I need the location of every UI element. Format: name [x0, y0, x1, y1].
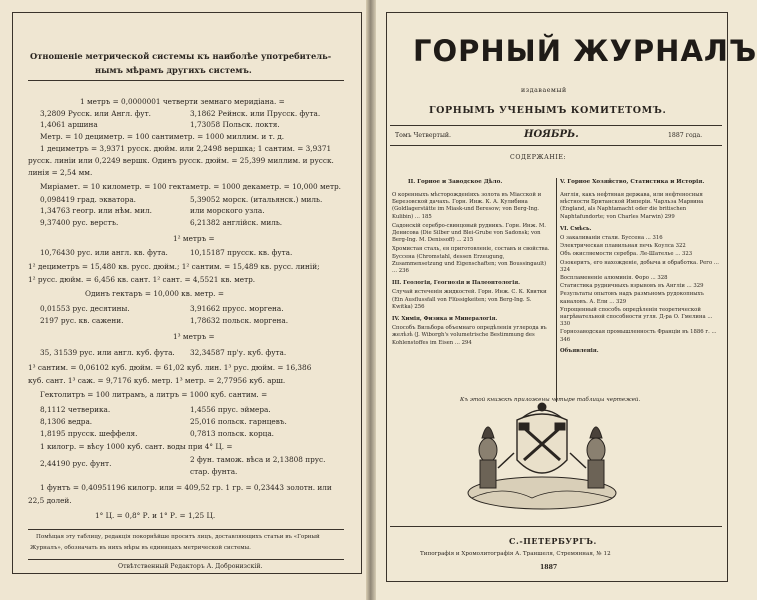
metric-line: 3,2809 Русск. или Англ. фут. [40, 109, 151, 118]
metric-line: 2 фун. тамож. вѣса и 2,13808 прус. [190, 455, 326, 464]
toc-section-5: V. Горное Хозяйство, Статистика и Исторія. [560, 179, 705, 185]
metric-line: линія = 2,54 мм. [28, 168, 93, 177]
left-note-line1: Помѣщая эту таблицу, редакція покорнѣйше проситъ лицъ, доставляющихъ статьи въ «Горный [36, 534, 320, 540]
metric-line: 1,4061 аршина [40, 120, 98, 129]
left-title-rule [28, 80, 344, 81]
toc-entry: Озокеритъ, его нахожденіе, добыча и обработка. Рего ... 324 [560, 259, 719, 273]
metric-line: 8,1306 ведра. [40, 417, 93, 426]
journal-title: ГОРНЫЙ ЖУРНАЛЪ [413, 34, 757, 68]
metric-line: или морского узла. [190, 206, 265, 215]
toc-entry: Способъ Вильбора объемнаго опредѣленія углерода въ желѣзѣ (J. Wiborgh's volumetrische Bestimmung des Kohlenstoffes im Eisen ... 294 [392, 325, 547, 346]
toc-entry: О закаливаніи стали. Буссена ... 316 [560, 235, 663, 242]
metric-line: 22,5 долей. [28, 496, 72, 505]
metric-line: 1² русс. дюйм. = 6,456 кв. сант. 1² сант. = 4,5521 кв. метр. [28, 275, 256, 284]
left-title-line2: нымъ мѣрамъ другихъ системъ. [95, 65, 252, 75]
left-note-rule [28, 529, 344, 530]
contents-divider [556, 178, 557, 402]
toc-entry: Англія, какъ нефтяная держава, или нефтеносныя мѣстности Британской Имперіи. Чарльза Марвина (England, als Naphtamacht oder die britischen Naphtafundorte; von Charles Marwin) 299 [560, 192, 704, 220]
metric-line: куб. сант. 1³ саж. = 9,7176 куб. метр. 1³ метр. = 2,77956 куб. арш. [28, 376, 286, 385]
toc-entry: Электрическая плавильная печь Коулса 322 [560, 243, 686, 250]
toc-entry: Статистика рудничныхъ взрывовъ въ Англіи ... 329 [560, 283, 704, 290]
metric-line: 1,73058 Польск. локтя. [190, 120, 280, 129]
toc-entry: Объ окисляемости серебра. Ле-Шателье ... 323 [560, 251, 693, 258]
imprint-rule [390, 526, 722, 527]
toc-section-2: II. Горное и Заводское Дѣло. [408, 179, 503, 185]
toc-entry: Случай истеченія жидкостей. Горн. Инж. С. К. Квитки (Ein Ausflussfall von Flüssigkeiten; von Berg-Ing. S. Kwitka) 256 [392, 289, 547, 310]
toc-section-3: III. Геологія, Геогнозія и Палеонтологія. [392, 280, 520, 287]
toc-section-4: IV. Химія, Физика и Минералогія. [392, 316, 498, 323]
metric-line: Миріамет. = 10 километр. = 100 гектаметр. = 1000 декаметр. = 10,000 метр. [40, 182, 341, 191]
metric-line: 1° Ц. = 0,8° Р. и 1° Р. = 1,25 Ц. [95, 511, 216, 520]
metric-line: 1² метръ = [173, 234, 215, 243]
metric-line: 9,37400 рус. верстъ. [40, 218, 119, 227]
toc-section-6: VI. Смѣсь. [560, 225, 592, 232]
metric-line: 0,098419 град. экватора. [40, 195, 136, 204]
metric-line: 6,21382 англійск. миль. [190, 218, 283, 227]
metric-line: 2197 рус. кв. сажени. [40, 316, 124, 325]
toc-entry: Садонскій серебро-свинцовый рудникъ. Горн. Инж. М. Денисова (Die Silber und Blei-Grube von Sadonsk; von Berg-Ing. M. Denissoff) ... 215 [392, 222, 546, 244]
year-label: 1887 года. [668, 132, 703, 139]
metric-line: 8,1112 четверика. [40, 405, 111, 414]
metric-line: 1 метръ = 0,0000001 четверти земнаго меридіана. = [80, 97, 285, 106]
header-rule [390, 125, 722, 126]
toc-entry: Хромистая сталь, ея приготовленіе, составъ и свойства. Буссена (Chromstahl, dessen Erzeugung, Zusammensetzung und Eigenschaften; von Boussingault) ... 236 [392, 246, 550, 275]
metric-line: 1,34763 геогр. или нѣм. мил. [40, 206, 152, 215]
toc-entry: Упрощенный способъ опредѣленія теоретической нагрѣвательной способности угля. Д-ра О. Гмелина ... 330 [560, 306, 713, 328]
committee-name: ГОРНЫМЪ УЧЕНЫМЪ КОМИТЕТОМЪ. [429, 105, 667, 116]
journal-subtitle: издаваемый [521, 87, 567, 94]
left-editor-rule [28, 559, 344, 560]
toc-entry: О коренныхъ мѣсторожденіяхъ золота въ Міасской и Березовской дачахъ. Горн. Инж. К. А. Кулибина (Goldlagerstätte im Miask-und Beresow; von Berg-Ing. Kulibin) ... 185 [392, 192, 542, 220]
imprint-city: С.-ПЕТЕРБУРГЪ. [509, 536, 597, 546]
metric-line: 35, 31539 рус. или англ. куб. фута. [40, 348, 175, 357]
left-note-line2: Журналъ», обозначать въ нихъ мѣры въ единицахъ метрической системы. [30, 545, 251, 551]
metric-line: Гектолитръ = 100 литрамъ, а литръ = 1000 куб. сантим. = [40, 390, 268, 399]
contents-heading: СОДЕРЖАНІЕ: [510, 154, 567, 161]
metric-line: 25,016 польск. гарнцевъ. [190, 417, 287, 426]
metric-line: 1 дециметръ = 3,9371 русск. дюйм. или 2,2498 вершка; 1 сантим. = 3,9371 [40, 144, 332, 153]
toc-entry: Воспламененіе алюминія. Форо ... 328 [560, 275, 668, 282]
metric-line: 1² дециметръ = 15,480 кв. русс. дюйм.; 1² сантим. = 15,489 кв. русс. линій; [28, 262, 320, 271]
editor-credit: Отвѣтственный Редакторъ А. Добронизскій. [118, 563, 263, 570]
metric-line: Метр. = 10 дециметр. = 100 сантиметр. = 1000 миллим. и т. д. [40, 132, 285, 141]
metric-line: 0,7813 польск. корца. [190, 429, 274, 438]
metric-line: 3,1862 Рейнск. или Прусск. фута. [190, 109, 321, 118]
month-label: НОЯБРЬ. [524, 129, 579, 140]
metric-line: 10,76430 рус. или англ. кв. фута. [40, 248, 168, 257]
volume-label: Томъ Четвертый. [395, 132, 451, 139]
metric-line: 1,8195 прусск. шеффеля. [40, 429, 138, 438]
metric-line: 1,78632 польск. моргена. [190, 316, 289, 325]
metric-line: стар. фунта. [190, 467, 238, 476]
mining-emblem [462, 398, 622, 518]
metric-line: 1³ сантим. = 0,06102 куб. дюйм. = 61,02 куб. лин. 1³ рус. дюйм. = 16,386 [28, 363, 312, 372]
toc-entry: Результаты опытовъ надъ размъномъ рудокопныхъ каналовъ. А. Ели ... 329 [560, 291, 704, 305]
left-title-line1: Отношеніе метрической системы къ наиболѣе употребитель- [30, 51, 332, 61]
metric-line: 0,01553 рус. десятины. [40, 304, 130, 313]
book-spine [366, 0, 376, 600]
metric-line: 1 фунтъ = 0,40951196 килогр. или = 409,52 гр. 1 гр. = 0,23443 золотн. или [40, 483, 332, 492]
metric-line: 10,15187 прусск. кв. фута. [190, 248, 293, 257]
metric-line: 1³ метръ = [173, 332, 215, 341]
metric-line: русск. линіи или 0,2249 вершк. Одинъ русск. дюйм. = 25,399 миллим. и русск. [28, 156, 334, 165]
imprint-year: 1887 [540, 564, 558, 571]
volume-rule [390, 145, 722, 146]
metric-line: 3,91662 прусс. моргена. [190, 304, 284, 313]
metric-line: 32,34587 пр'у. куб. фута. [190, 348, 287, 357]
tables-note: Къ этой книжкѣ приложены четыре таблицы чертежей. [460, 397, 641, 403]
metric-line: 2,44190 рус. фунт. [40, 459, 112, 468]
metric-line: 5,39052 морск. (итальянск.) миль. [190, 195, 323, 204]
metric-line: 1 килогр. = вѣсу 1000 куб. сант. воды при 4° Ц. = [40, 442, 233, 451]
toc-entry: Горнозаводская промышленность Франціи въ 1886 г. ... 346 [560, 329, 717, 343]
toc-announcements: Объявленія. [560, 347, 599, 354]
metric-line: 1,4556 прус. эймера. [190, 405, 271, 414]
imprint-press: Типографія и Хромолитографія А. Траншеля, Стремянная, № 12 [420, 551, 611, 557]
metric-line: Одинъ гектаръ = 10,000 кв. метр. = [85, 289, 224, 298]
